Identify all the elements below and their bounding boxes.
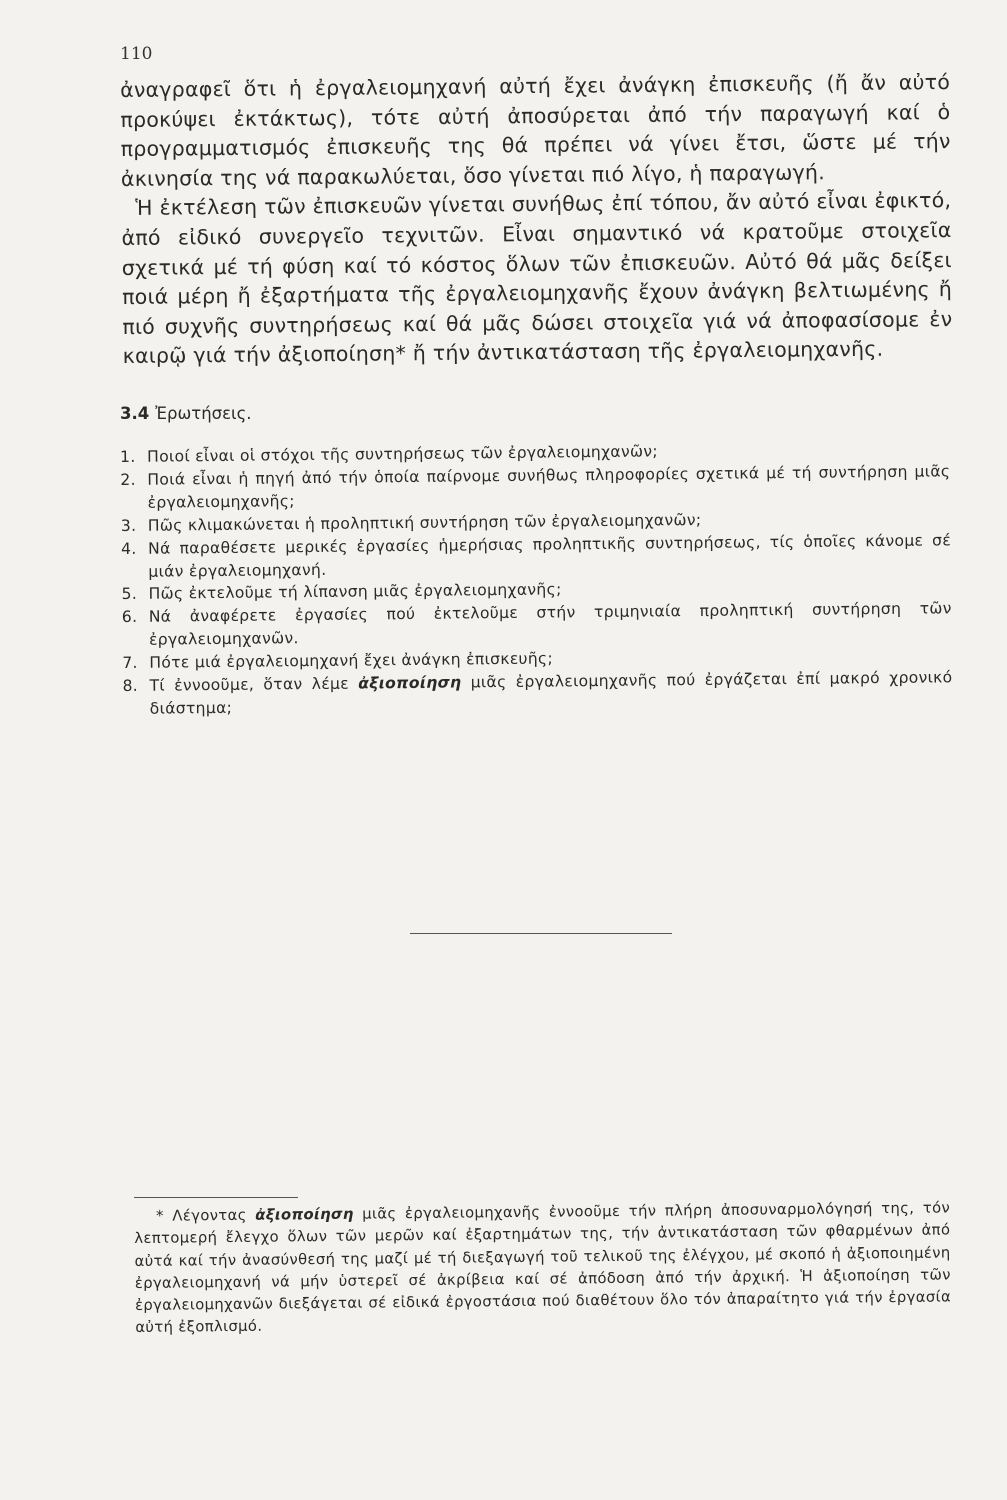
section-heading <box>120 404 252 423</box>
footnote-text: μιᾶς ἐργαλειομηχανῆς ἐννοοῦμε τήν πλήρη ἀποσυναρμολόγησή της, τόν λεπτομερή ἔλεγχο ὅλων τῶν μερῶν καί ἐξαρτημάτων της, τήν ἀντικατάσταση τῶν φθαρμένων ἀπό αὐτά καί τήν ἀνασύνθεσή της μαζί μέ τή διεξαγωγή τοῦ τελικοῦ της ἐλέγχου, μέ σκοπό ἡ ἀξιοποιημένη ἐργαλειομηχανή νά μήν ὑστερεῖ σέ ἀκρίβεια καί σέ ἀπόδοση ἀπό τήν ἀρχική. Ἡ ἀξιοποίηση τῶν ἐργαλειομηχανῶν διεξάγεται σέ εἰδικά ἐργοστάσια πού διαθέτουν ὅλο τόν ἀπαραίτητο γιά τήν ἐργασία αὐτή ἐξοπλισμό. <box>134 1199 952 1337</box>
question-text-before: Τί ἐννοοῦμε, ὅταν λέμε <box>149 674 359 695</box>
footnote-prefix: * Λέγοντας <box>156 1206 256 1225</box>
paragraph: Ἡ ἐκτέλεση τῶν ἐπισκευῶν γίνεται συνήθως ἐπί τόπου, ἄν αὐτό εἶναι ἐφικτό, ἀπό εἰδικό συνεργεῖο τεχνιτῶν. Εἶναι σημαντικό νά κρατοῦμε στοιχεῖα σχετικά μέ τή φύση καί τό κόστος ὅλων τῶν ἐπισκευῶν. Αὐτό θά μᾶς δείξει ποιά μέρη ἤ ἐξαρτήματα τῆς ἐργαλειομηχανῆς ἔχουν ἀνάγκη βελτιωμένης ἤ πιό συχνῆς συντηρήσεως καί θά μᾶς δώσει στοιχεῖα γιά νά ἀποφασίσομε ἐν καιρῷ γιά τήν ἀξιοποίηση* ἤ τήν ἀντικατάσταση τῆς ἐργαλειομηχανῆς. <box>121 188 953 369</box>
question-text: Πῶς ἐκτελοῦμε τή λίπανση μιᾶς ἐργαλειομηχανῆς; <box>148 580 562 604</box>
question-text: Πότε μιά ἐργαλειομηχανή ἔχει ἀνάγκη ἐπισκευῆς; <box>149 649 554 672</box>
question-number: 3. <box>120 516 137 535</box>
question-text: Ποιοί εἶναι οἱ στόχοι τῆς συντηρήσεως τῶν ἐργαλειομηχανῶν; <box>147 442 658 466</box>
question-text: Ποιά εἶναι ἡ πηγή ἀπό τήν ὁποία παίρνομε συνήθως πληροφορίες σχετικά μέ τή συντήρηση μιᾶς ἐργαλειομηχανῆς; <box>147 462 951 512</box>
footnote-divider <box>134 1197 298 1198</box>
question-number: 6. <box>121 608 138 627</box>
question-text: Νά παραθέσετε μερικές ἐργασίες ἡμερήσιας προληπτικῆς συντηρήσεως, τίς ὁποῖες κάνομε σέ μιάν ἐργαλειομηχανή. <box>147 530 952 581</box>
question-term: ἀξιοποίηση <box>358 673 462 693</box>
page-number: 110 <box>120 44 153 64</box>
footnote <box>134 1197 951 1339</box>
questions-list <box>120 437 953 721</box>
question-number: 2. <box>120 470 136 489</box>
section-number: 3.4 <box>120 404 150 423</box>
question-number: 4. <box>120 539 137 558</box>
footnote-term: ἀξιοποίηση <box>255 1205 354 1224</box>
paragraph: ἀναγραφεῖ ὅτι ἡ ἐργαλειομηχανή αὐτή ἔχει ἀνάγκη ἐπισκευῆς (ἤ ἄν αὐτό προκύψει ἐκτάκτως), τότε αὐτή ἀποσύρεται ἀπό τήν παραγωγή καί ὁ προγραμματισμός ἐπισκευῆς της θά πρέπει νά γίνει ἔτσι, ὥστε μέ τήν ἀκινησία της νά παρακωλύεται, ὅσο γίνεται πιό λίγο, ἡ παραγωγή. <box>120 70 951 191</box>
question-item <box>122 666 952 721</box>
question-number: 5. <box>121 585 138 604</box>
question-number: 1. <box>120 447 136 466</box>
question-text: Πῶς κλιμακώνεται ἡ προληπτική συντήρηση τῶν ἐργαλειομηχανῶν; <box>147 510 702 535</box>
section-divider <box>410 933 672 934</box>
section-title: Ἐρωτήσεις. <box>155 404 252 423</box>
question-text: Νά ἀναφέρετε ἐργασίες πού ἐκτελοῦμε στήν τριμηνιαία προληπτική συντήρηση τῶν ἐργαλειομηχανῶν. <box>148 599 952 649</box>
body-text <box>120 68 953 372</box>
question-number: 7. <box>122 653 138 673</box>
question-number: 8. <box>122 676 139 696</box>
question-text-after: μιᾶς ἐργαλειομηχανῆς πού ἐργάζεται ἐπί μακρό χρονικό διάστημα; <box>149 668 953 718</box>
